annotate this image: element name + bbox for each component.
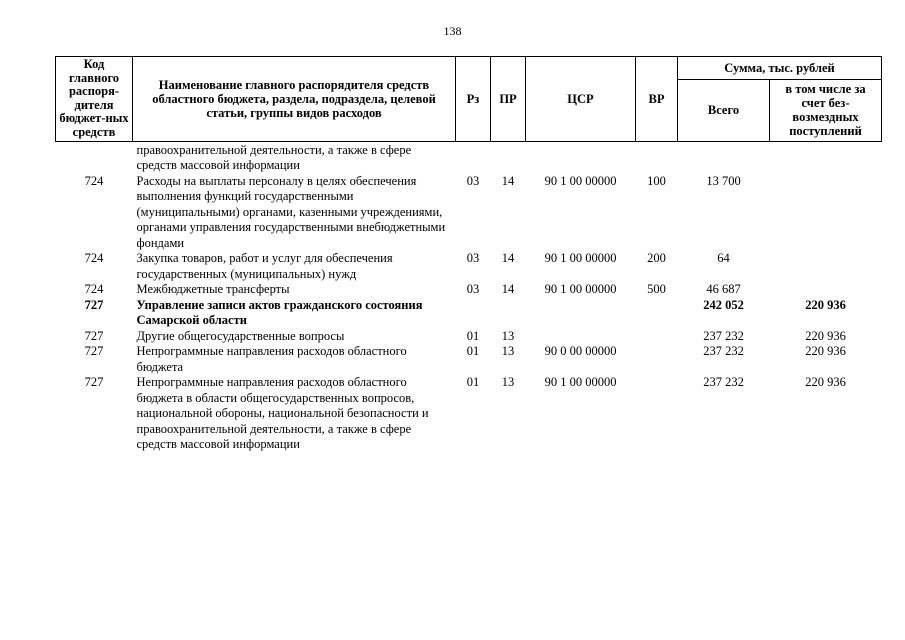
cell-free: 220 936 [805,375,846,390]
cell-rz: 01 [466,328,480,343]
cell-rz [456,141,491,174]
cell-vr [636,344,678,375]
table-row [56,141,882,174]
cell-total: 242 052 [703,297,744,312]
header-rz: Рз [456,57,491,142]
cell-total: 64 [717,251,730,266]
cell-rz: 01 [466,375,480,390]
cell-csr: 90 1 00 00000 [544,282,617,297]
table-row [56,282,882,298]
cell-vr [636,141,678,174]
cell-pr: 14 [501,251,515,266]
cell-total: 237 232 [703,328,744,343]
table-row [56,329,882,345]
cell-csr: 90 1 00 00000 [544,251,617,266]
table-row [56,375,882,453]
cell-pr: 14 [501,173,515,188]
cell-code: 727 [84,344,104,359]
cell-name: Непрограммные направления расходов областного бюджета [136,344,407,374]
cell-total: 46 687 [706,282,741,297]
cell-free [770,141,882,174]
cell-vr: 500 [647,282,666,297]
cell-csr [526,141,636,174]
cell-rz: 01 [466,344,480,359]
cell-code: 724 [84,173,104,188]
cell-name: правоохранительной деятельности, а также в сфере средств массовой информации [136,142,412,173]
cell-free [770,174,882,252]
cell-free: 220 936 [805,344,846,359]
table-header [56,57,882,142]
header-vr: ВР [636,57,678,142]
cell-csr: 90 0 00 00000 [544,344,617,359]
budget-table [55,56,882,453]
header-total: Всего [678,80,770,142]
cell-code: 724 [84,251,104,266]
table-row [56,298,882,329]
cell-code: 727 [84,375,104,390]
cell-vr [636,329,678,345]
cell-vr: 200 [647,251,666,266]
cell-vr: 100 [647,173,666,188]
cell-name: Закупка товаров, работ и услуг для обеспечения государственных (муниципальных) нужд [136,251,393,281]
cell-name: Другие общегосударственные вопросы [136,328,345,343]
cell-free [770,251,882,282]
table-body [56,141,882,453]
cell-csr [526,329,636,345]
cell-name: Управление записи актов гражданского состояния Самарской области [136,297,423,328]
cell-code [56,141,133,174]
cell-total: 237 232 [703,375,744,390]
cell-rz [456,298,491,329]
cell-pr [491,141,526,174]
cell-rz: 03 [466,251,480,266]
cell-rz: 03 [466,173,480,188]
cell-csr: 90 1 00 00000 [544,173,617,188]
table-row [56,174,882,252]
header-sum: Сумма, тыс. рублей [678,57,882,80]
cell-free [770,282,882,298]
cell-csr: 90 1 00 00000 [544,375,617,390]
header-name: Наименование главного распорядителя средств областного бюджета, раздела, подраздела, целевой статьи, группы видов расходов [133,57,456,142]
header-code: Код главного распоря-дителя бюджет-ных средств [56,57,133,142]
cell-total: 237 232 [703,344,744,359]
cell-name: Расходы на выплаты персоналу в целях обеспечения выполнения функций государственными (муниципальными) органами, казенными учреждениями, органами управления государственными внебюджетными фондами [136,173,446,250]
header-pr: ПР [491,57,526,142]
cell-total [678,141,770,174]
cell-pr: 13 [501,375,515,390]
cell-name: Межбюджетные трансферты [136,282,290,297]
cell-vr [636,298,678,329]
table-row [56,344,882,375]
cell-code: 727 [84,328,104,343]
cell-vr [636,375,678,453]
cell-free: 220 936 [805,297,846,312]
cell-pr: 13 [501,344,515,359]
cell-pr: 14 [501,282,515,297]
cell-free: 220 936 [805,328,846,343]
cell-csr [526,298,636,329]
header-csr: ЦСР [526,57,636,142]
cell-total: 13 700 [706,173,741,188]
table-row [56,251,882,282]
header-free: в том числе за счет без-возмездных поступлений [770,80,882,142]
cell-name: Непрограммные направления расходов областного бюджета в области общегосударственных вопросов, национальной обороны, национальной безопасности и правоохранительной деятельности, а также в сфере средств массовой информации [136,375,429,452]
cell-rz: 03 [466,282,480,297]
cell-pr: 13 [501,328,515,343]
cell-pr [491,298,526,329]
cell-code: 727 [84,297,104,312]
cell-code: 724 [84,282,104,297]
page-number: 138 [443,24,462,38]
